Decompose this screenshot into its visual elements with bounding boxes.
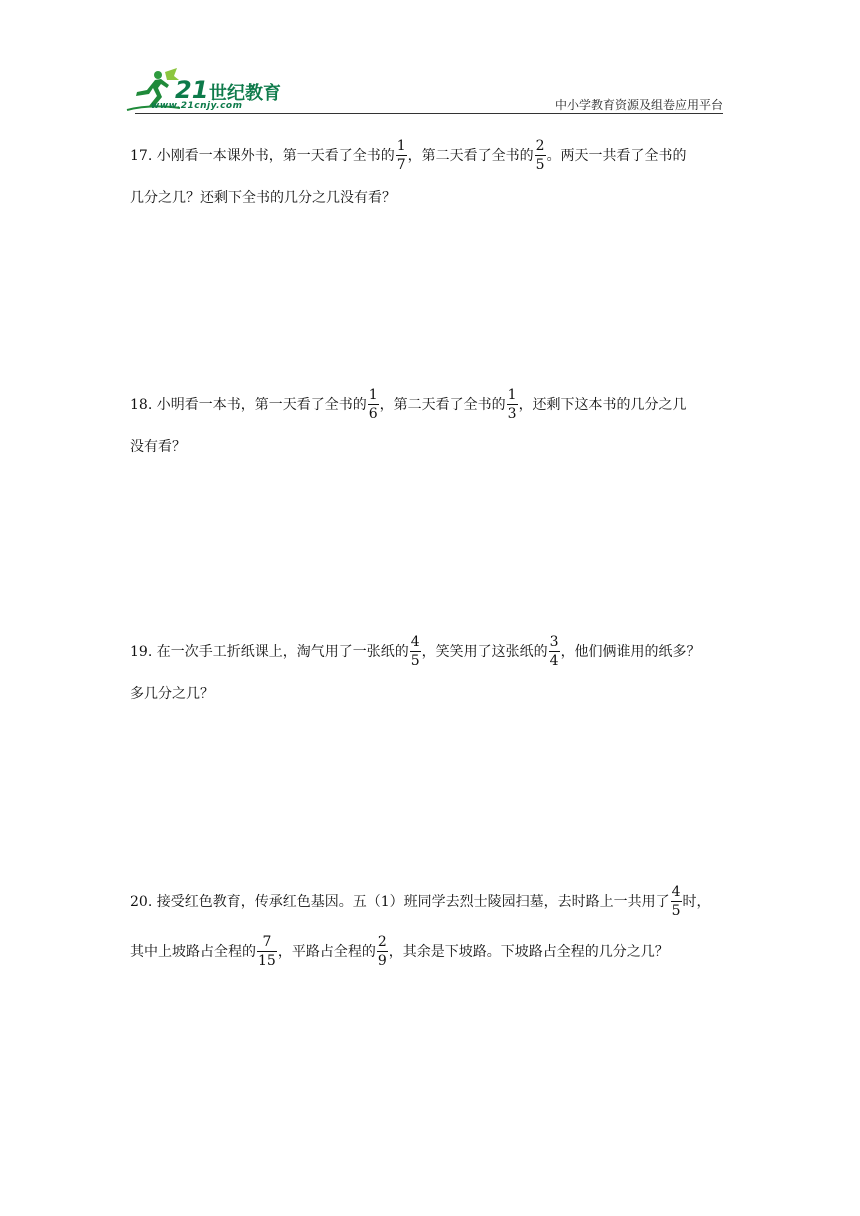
- question-17-line-1: [130, 138, 687, 173]
- fraction: [549, 634, 560, 669]
- logo-url: www.21cnjy.com: [151, 101, 243, 111]
- denominator: 3: [507, 406, 517, 422]
- question-18-line-2: 没有看？: [130, 439, 186, 455]
- numerator: 2: [535, 138, 545, 154]
- denominator: 5: [535, 157, 545, 173]
- logo: [125, 66, 295, 114]
- q18-text-b: ，第二天看了全书的: [379, 396, 506, 413]
- fraction: [535, 138, 546, 173]
- numerator: 1: [396, 138, 406, 154]
- numerator: 7: [262, 934, 272, 950]
- q20-text-l2c: ，其余是下坡路。下坡路占全程的几分之几？: [388, 943, 669, 960]
- logo-text: 世纪教育: [209, 83, 281, 104]
- fraction: [377, 934, 388, 969]
- numerator: 4: [410, 634, 420, 650]
- numerator: 1: [507, 387, 517, 403]
- denominator: 9: [377, 953, 387, 969]
- question-20-line-2: [130, 934, 669, 969]
- q17-text-c: 。两天一共看了全书的: [546, 147, 687, 164]
- numerator: 3: [549, 634, 559, 650]
- question-19-line-1: [130, 634, 701, 669]
- q20-text-l2b: ，平路占全程的: [277, 943, 376, 960]
- denominator: 6: [368, 406, 378, 422]
- q17-text-a: 17. 小刚看一本课外书，第一天看了全书的: [130, 147, 395, 164]
- numerator: 2: [377, 934, 387, 950]
- question-18-line-1: [130, 387, 687, 422]
- q19-text-b: ，笑笑用了这张纸的: [421, 643, 548, 660]
- fraction: [396, 138, 407, 173]
- denominator: 7: [396, 157, 406, 173]
- fraction: [410, 634, 421, 669]
- q20-text-l2a: 其中上坡路占全程的: [130, 943, 256, 960]
- denominator: 15: [258, 953, 276, 969]
- numerator: 4: [671, 884, 681, 900]
- q17-text-b: ，第二天看了全书的: [407, 147, 534, 164]
- question-19-line-2: 多几分之几？: [130, 686, 214, 702]
- header-divider: [135, 113, 723, 114]
- question-20-line-1: [130, 884, 711, 919]
- question-17-line-2: 几分之几？还剩下全书的几分之几没有看？: [130, 190, 396, 206]
- fraction: [507, 387, 518, 422]
- q18-text-a: 18. 小明看一本书，第一天看了全书的: [130, 396, 367, 413]
- denominator: 4: [549, 653, 559, 669]
- q20-text-b: 时，: [682, 893, 711, 910]
- fraction: [671, 884, 682, 919]
- denominator: 5: [671, 903, 681, 919]
- q20-text-a: 20. 接受红色教育，传承红色基因。五（1）班同学去烈士陵园扫墓，去时路上一共用了: [130, 893, 670, 910]
- header-tagline: 中小学教育资源及组卷应用平台: [554, 98, 723, 112]
- denominator: 5: [410, 653, 420, 669]
- q19-text-a: 19. 在一次手工折纸课上，淘气用了一张纸的: [130, 643, 409, 660]
- q18-text-c: ，还剩下这本书的几分之几: [518, 396, 687, 413]
- page-header: [125, 66, 723, 116]
- q19-text-c: ，他们俩谁用的纸多？: [560, 643, 701, 660]
- fraction: [368, 387, 379, 422]
- numerator: 1: [368, 387, 378, 403]
- logo-number: 21: [175, 76, 209, 104]
- fraction: [257, 934, 277, 969]
